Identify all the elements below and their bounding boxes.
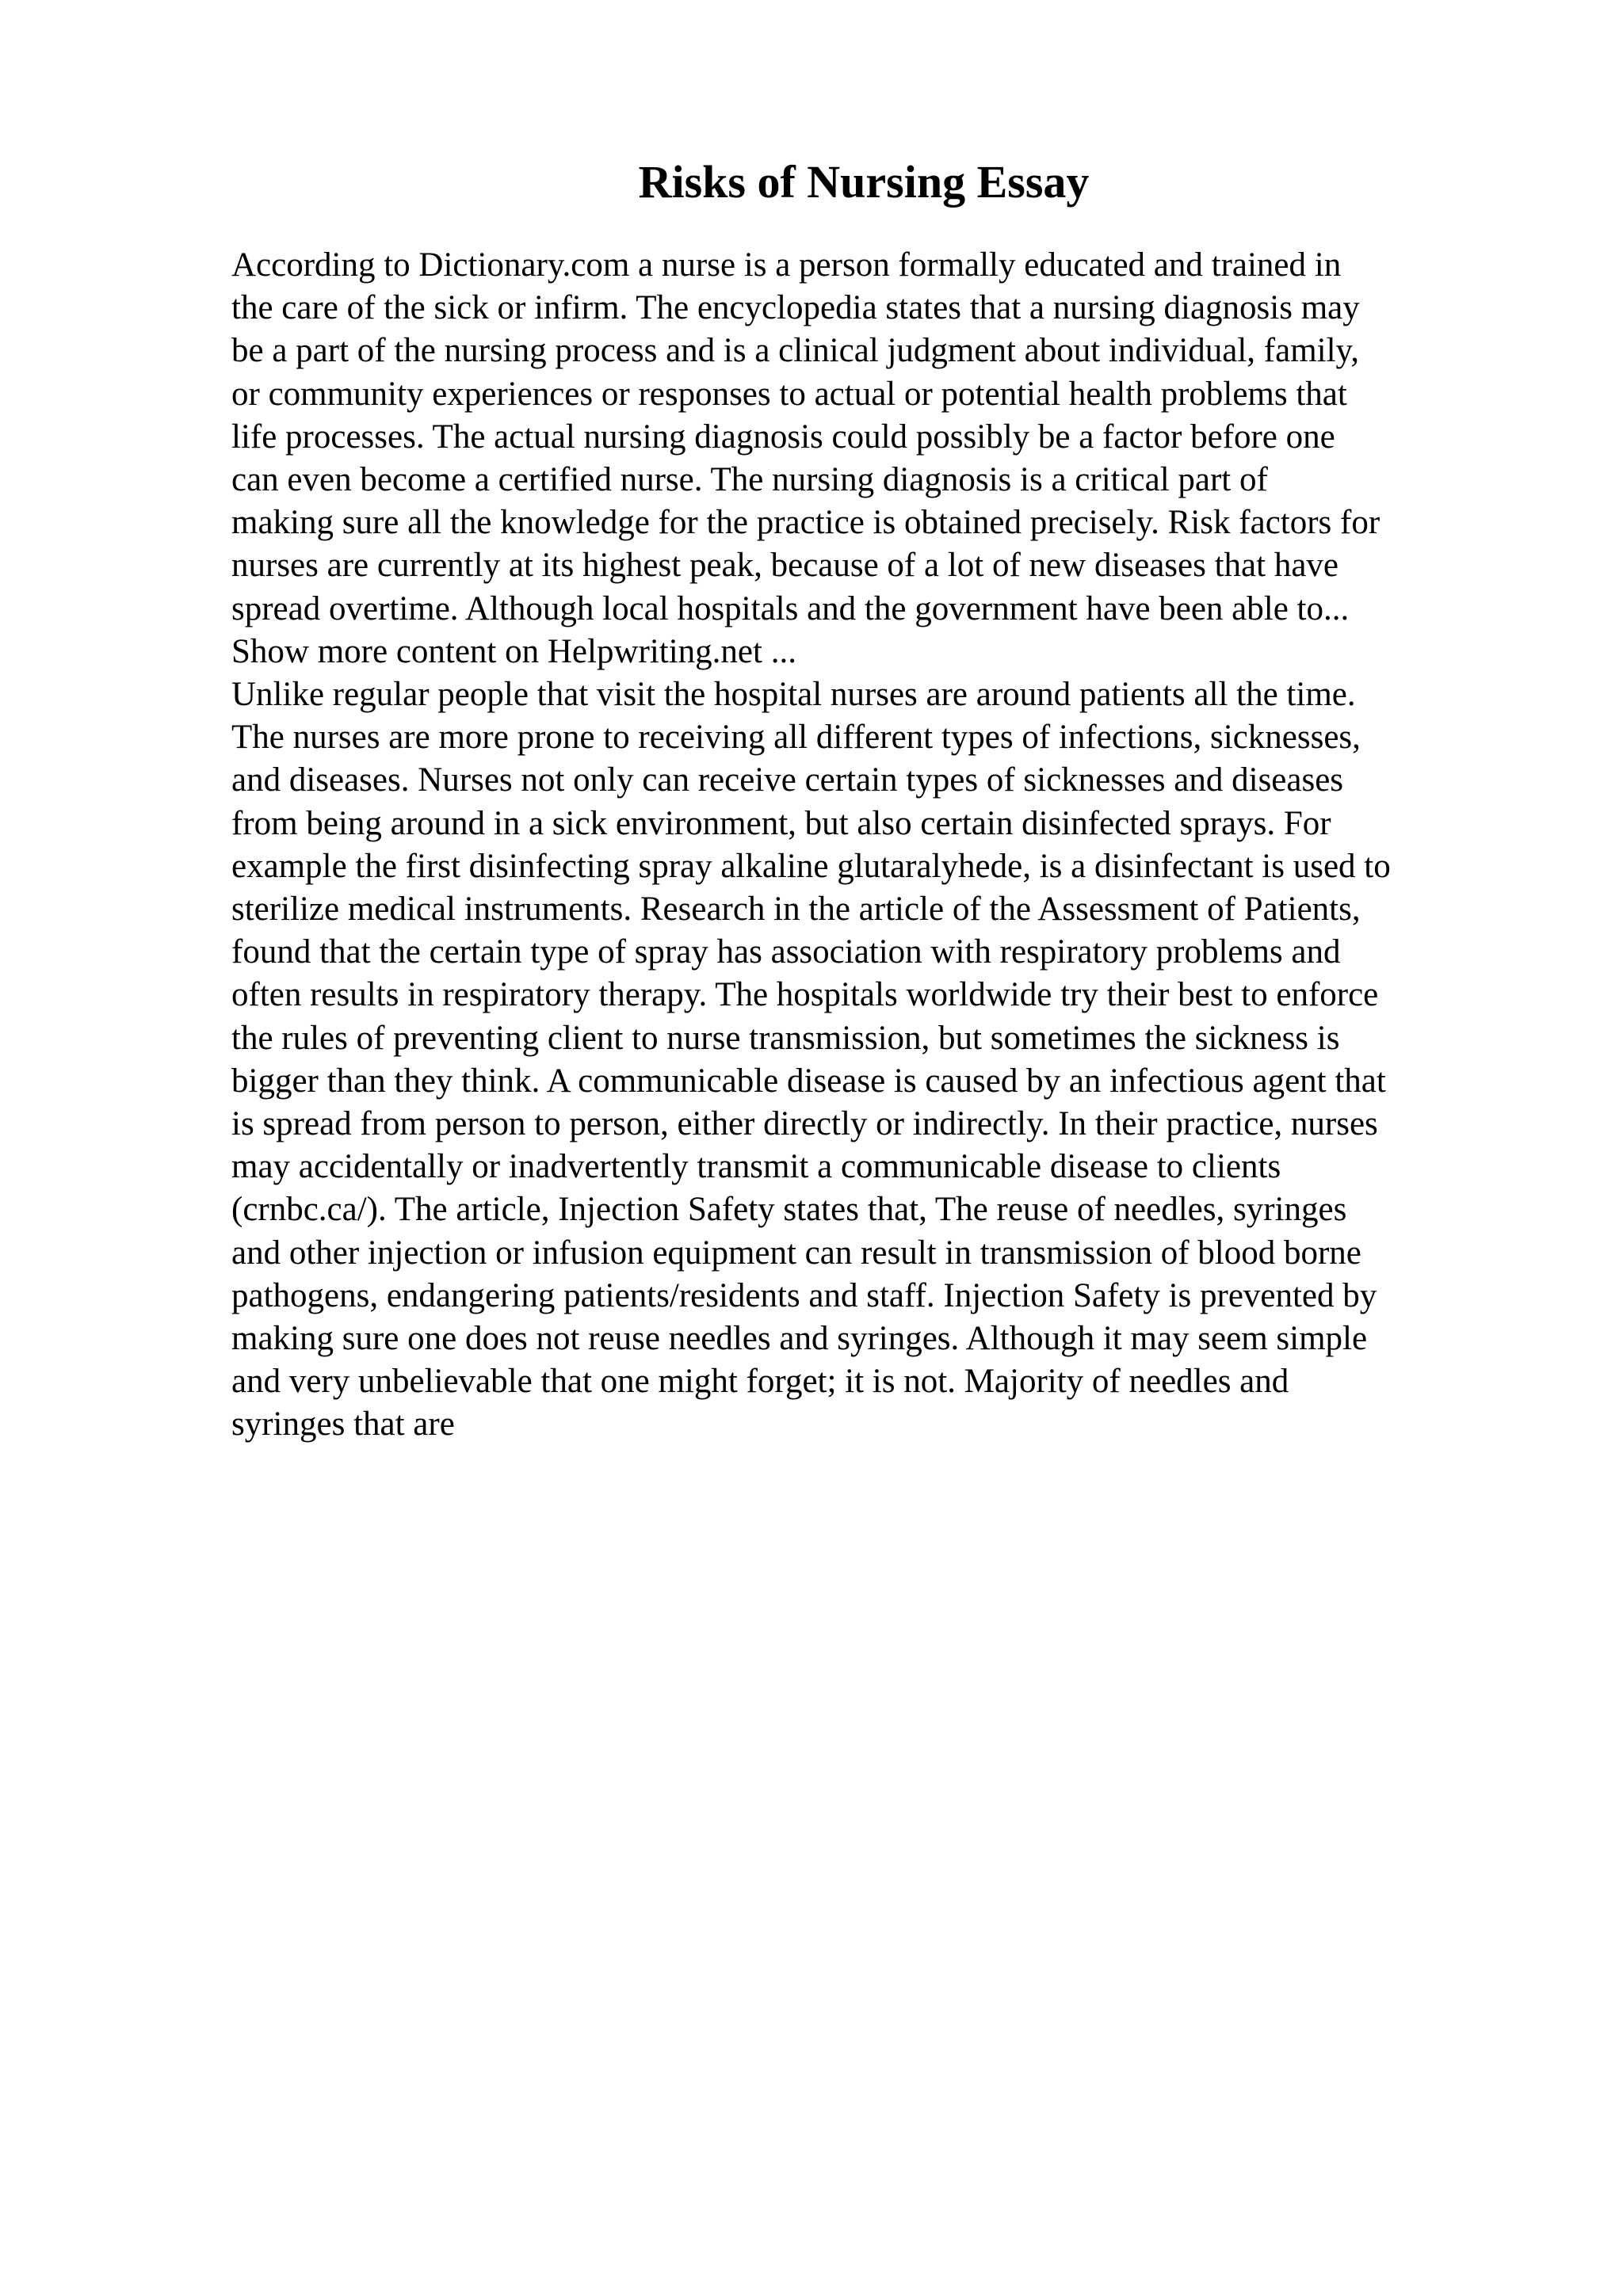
text-line: (crnbc.ca/). The article, Injection Safety states that, The reuse of needles, syringes bbox=[231, 1191, 1347, 1229]
text-line: making sure one does not reuse needles and syringes. Although it may seem simple bbox=[231, 1320, 1368, 1358]
text-line: pathogens, endangering patients/residents and staff. Injection Safety is prevented by bbox=[231, 1276, 1377, 1314]
essay-body bbox=[231, 244, 1499, 1447]
text-line: life processes. The actual nursing diagnosis could possibly be a factor before one bbox=[231, 418, 1335, 456]
text-line: is spread from person to person, either directly or indirectly. In their practice, nurses bbox=[231, 1105, 1378, 1143]
text-line: or community experiences or responses to actual or potential health problems that bbox=[231, 375, 1347, 413]
text-line: found that the certain type of spray has association with respiratory problems and bbox=[231, 933, 1341, 971]
text-line: from being around in a sick environment, but also certain disinfected sprays. For bbox=[231, 804, 1331, 842]
text-line: making sure all the knowledge for the practice is obtained precisely. Risk factors for bbox=[231, 504, 1381, 542]
text-line: syringes that are bbox=[231, 1405, 455, 1444]
text-line: sterilize medical instruments. Research in the article of the Assessment of Patients, bbox=[231, 891, 1361, 929]
text-line: and very unbelievable that one might forget; it is not. Majority of needles and bbox=[231, 1363, 1289, 1401]
text-line: spread overtime. Although local hospitals and the government have been able to... bbox=[231, 589, 1350, 627]
text-line: and other injection or infusion equipment can result in transmission of blood borne bbox=[231, 1234, 1361, 1272]
show-more-line: Show more content on Helpwriting.net ... bbox=[231, 632, 796, 670]
text-line: can even become a certified nurse. The nursing diagnosis is a critical part of bbox=[231, 461, 1268, 499]
text-line: often results in respiratory therapy. The hospitals worldwide try their best to enforce bbox=[231, 976, 1379, 1014]
text-line: and diseases. Nurses not only can receive certain types of sicknesses and diseases bbox=[231, 761, 1344, 799]
text-line: The nurses are more prone to receiving all different types of infections, sicknesses, bbox=[231, 719, 1361, 757]
text-line: Unlike regular people that visit the hospital nurses are around patients all the time. bbox=[231, 676, 1356, 714]
text-line: the care of the sick or infirm. The encyclopedia states that a nursing diagnosis may bbox=[231, 289, 1360, 327]
text-line: the rules of preventing client to nurse transmission, but sometimes the sickness is bbox=[231, 1019, 1340, 1057]
text-line: may accidentally or inadvertently transmit a communicable disease to clients bbox=[231, 1148, 1281, 1186]
text-line: be a part of the nursing process and is a clinical judgment about individual, family, bbox=[231, 332, 1360, 370]
text-line: According to Dictionary.com a nurse is a person formally educated and trained in bbox=[231, 246, 1342, 284]
text-line: example the first disinfecting spray alkaline glutaralyhede, is a disinfectant is used to bbox=[231, 847, 1391, 885]
page-title: Risks of Nursing Essay bbox=[638, 156, 1090, 208]
text-line: bigger than they think. A communicable disease is caused by an infectious agent that bbox=[231, 1062, 1386, 1100]
text-line: nurses are currently at its highest peak, because of a lot of new diseases that have bbox=[231, 547, 1338, 585]
